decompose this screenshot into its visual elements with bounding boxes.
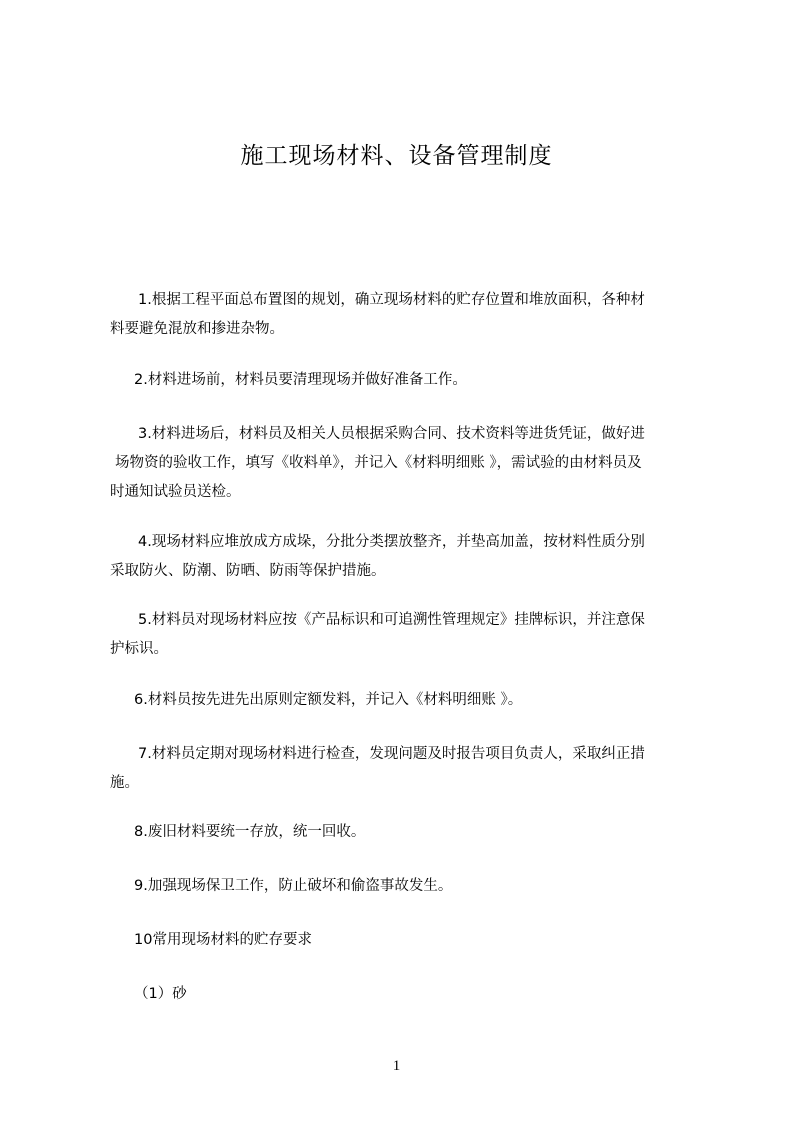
paragraph-1-line-2: 料要避免混放和掺进杂物。 [110,321,284,337]
paragraph-3-line-1: 3.材料进场后，材料员及相关人员根据采购合同、技术资料等进货凭证，做好进 [138,426,645,442]
paragraph-2-line-1: 2.材料进场前，材料员要清理现场并做好准备工作。 [134,372,467,388]
paragraph-4-line-1: 4.现场材料应堆放成方成垛，分批分类摆放整齐，并垫高加盖，按材料性质分别 [138,534,645,550]
paragraph-5 [110,606,710,664]
paragraph-10 [134,926,706,955]
paragraph-4-line-2: 采取防火、防潮、防晒、防雨等保护措施。 [110,563,386,579]
paragraph-5-line-1: 5.材料员对现场材料应按《产品标识和可追溯性管理规定》挂牌标识，并注意保 [138,612,645,628]
paragraph-11 [134,980,706,1009]
paragraph-3-line-3: 时通知试验员送检。 [110,484,241,500]
paragraph-6 [134,686,706,715]
paragraph-7-line-1: 7.材料员定期对现场材料进行检查，发现问题及时报告项目负责人，采取纠正措 [138,746,645,762]
paragraph-10-line-1: 10常用现场材料的贮存要求 [134,932,312,948]
paragraph-1-line-1: 1.根据工程平面总布置图的规划，确立现场材料的贮存位置和堆放面积，各种材 [138,292,645,308]
paragraph-5-line-2: 护标识。 [110,641,168,657]
paragraph-3-line-2: 场物资的验收工作，填写《收料单》，并记入《材料明细账 》，需试验的由材料员及 [115,455,642,471]
paragraph-4 [110,528,710,586]
paragraph-9-line-1: 9.加强现场保卫工作，防止破坏和偷盗事故发生。 [134,878,453,894]
page-number: 1 [392,1058,401,1074]
paragraph-2 [134,366,706,395]
paragraph-8 [134,818,706,847]
paragraph-7 [110,740,710,798]
document-title: 施工现场材料、设备管理制度 [240,143,553,169]
paragraph-9 [134,872,706,901]
paragraph-3 [110,420,710,507]
paragraph-8-line-1: 8.废旧材料要统一存放，统一回收。 [134,824,366,840]
paragraph-1 [110,286,710,344]
paragraph-7-line-2: 施。 [110,775,139,791]
paragraph-6-line-1: 6.材料员按先进先出原则定额发料，并记入《材料明细账 》。 [134,692,523,708]
paragraph-11-line-1: （1）砂 [134,986,187,1002]
